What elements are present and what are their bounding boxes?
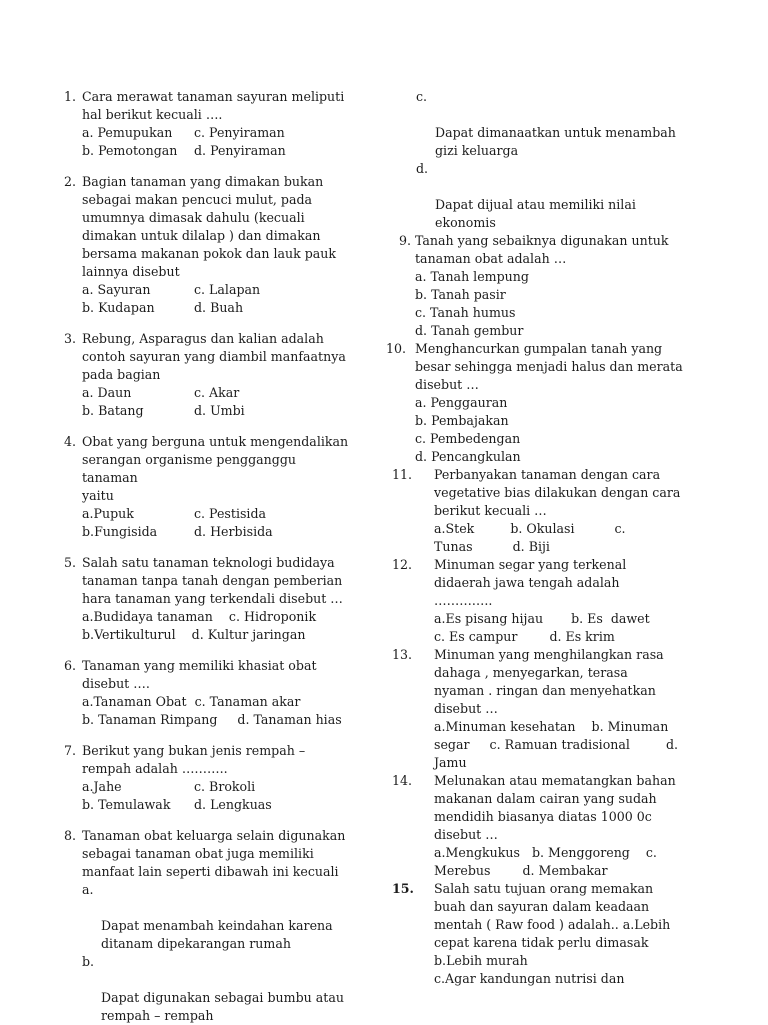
question-11 [386, 466, 686, 556]
option-a: a.Pupuk [82, 506, 134, 521]
option-d: d. Penyiraman [194, 143, 286, 158]
option-row [82, 505, 354, 523]
option-row [82, 142, 354, 160]
question-2 [64, 173, 354, 317]
question-number: 5. [64, 555, 77, 570]
option-b: b. Pemotongan [82, 143, 178, 158]
option-c: c. Akar [194, 385, 240, 400]
right-column [386, 88, 686, 988]
question-text: Berikut yang bukan jenis rempah – rempah adalah ……….. [82, 743, 306, 776]
options-text: a.Stek b. Okulasi c. Tunas d. Biji [434, 521, 626, 554]
option-c: c. Tanah humus [415, 305, 516, 320]
question-text: Cara merawat tanaman sayuran meliputi hal berikut kecuali …. [82, 89, 345, 122]
option-label: b. [82, 954, 95, 969]
question-text: Rebung, Asparagus dan kalian adalah contoh sayuran yang diambil manfaatnya pada bagian [82, 331, 346, 382]
question-number: 1. [64, 89, 77, 104]
option-row [82, 384, 354, 402]
option-b: b. Kudapan [82, 300, 155, 315]
question-3 [64, 330, 354, 420]
question-text: Perbanyakan tanaman dengan cara vegetative bias dilakukan dengan cara berikut kecuali … [434, 467, 681, 518]
option-a: a. Penggauran [415, 395, 508, 410]
question-number: 8. [64, 828, 77, 843]
option-c: c. Lalapan [194, 282, 261, 297]
option-b: b. Temulawak [82, 797, 171, 812]
question-13 [386, 646, 686, 772]
option-text: Dapat digunakan sebagai bumbu atau rempah – rempah [101, 990, 344, 1023]
option-line: b. Tanaman Rimpang d. Tanaman hias [82, 712, 342, 727]
question-14 [386, 772, 686, 880]
options-text: a.Minuman kesehatan b. Minuman segar c. Ramuan tradisional d. Jamu [434, 719, 679, 770]
option-d: d. Herbisida [194, 524, 273, 539]
option-label: c. [416, 89, 428, 104]
option-c [416, 88, 686, 160]
question-number: 6. [64, 658, 77, 673]
question-text: Bagian tanaman yang dimakan bukan sebagai makan pencuci mulut, pada umumnya dimasak dahulu (kecuali dimakan untuk dilalap ) dan dimakan bersama makanan pokok dan lauk pauk lainnya disebut [82, 174, 337, 279]
question-7 [64, 742, 354, 814]
question-text: Tanaman yang memiliki khasiat obat disebut …. [82, 658, 317, 691]
question-text: Tanaman obat keluarga selain digunakan sebagai tanaman obat juga memiliki manfaat lain seperti dibawah ini kecuali [82, 828, 346, 879]
option-c: c. Pestisida [194, 506, 267, 521]
option-a: a. Tanah lempung [415, 269, 529, 284]
option-c: c. Brokoli [194, 779, 256, 794]
question-text: Melunakan atau mematangkan bahan makanan dalam cairan yang sudah mendidih biasanya diatas 1000 0c disebut … [434, 773, 676, 842]
question-number: 12. [392, 557, 413, 572]
question-12 [386, 556, 686, 646]
question-text: Menghancurkan gumpalan tanah yang besar sehingga menjadi halus dan merata disebut … [415, 341, 683, 392]
option-b: b.Fungisida [82, 524, 158, 539]
question-text: Tanah yang sebaiknya digunakan untuk tanaman obat adalah … [415, 233, 669, 266]
left-column [64, 88, 354, 1025]
question-5 [64, 554, 354, 644]
option-text: Dapat dijual atau memiliki nilai ekonomis [435, 197, 636, 230]
option-b [82, 953, 354, 1025]
option-b: b. Batang [82, 403, 144, 418]
option-a: a. Pemupukan [82, 125, 173, 140]
option-label: a. [82, 882, 94, 897]
option-label: d. [416, 161, 429, 176]
question-text: Obat yang berguna untuk mengendalikan serangan organisme pengganggu tanaman yaitu [82, 434, 349, 503]
question-9 [386, 232, 686, 340]
option-c: c. Pembedengan [415, 431, 521, 446]
option-d [416, 160, 686, 232]
question-number: 9. [399, 233, 412, 248]
question-text: Minuman yang menghilangkan rasa dahaga , menyegarkan, terasa nyaman . ringan dan menyehatkan disebut … [434, 647, 664, 716]
option-d: d. Lengkuas [194, 797, 272, 812]
option-a: a. Daun [82, 385, 132, 400]
option-d: d. Tanah gembur [415, 323, 524, 338]
question-number: 2. [64, 174, 77, 189]
question-4 [64, 433, 354, 541]
question-10 [386, 340, 686, 466]
option-a [82, 881, 354, 953]
question-6 [64, 657, 354, 729]
question-text: Salah satu tujuan orang memakan buah dan sayuran dalam keadaan mentah ( Raw food ) adalah.. a.Lebih cepat karena tidak perlu dimasak b.Lebih murah c.Agar kandungan nutrisi dan [434, 881, 671, 986]
question-number: 15. [392, 881, 414, 896]
option-row [82, 796, 354, 814]
options-text: a.Es pisang hijau b. Es dawet c. Es campur d. Es krim [434, 611, 650, 644]
question-number: 13. [392, 647, 413, 662]
question-8-continued [416, 88, 686, 232]
option-b: b. Pembajakan [415, 413, 509, 428]
option-line: b.Vertikulturul d. Kultur jaringan [82, 627, 306, 642]
question-15 [386, 880, 686, 988]
question-number: 3. [64, 331, 77, 346]
question-number: 10. [386, 341, 407, 356]
option-d: d. Pencangkulan [415, 449, 521, 464]
option-d: d. Buah [194, 300, 244, 315]
option-c: c. Penyiraman [194, 125, 285, 140]
option-row [82, 281, 354, 299]
question-8 [64, 827, 354, 1025]
question-text: Salah satu tanaman teknologi budidaya tanaman tanpa tanah dengan pemberian hara tanaman yang terkendali disebut … [82, 555, 343, 606]
option-line: a.Tanaman Obat c. Tanaman akar [82, 694, 301, 709]
question-number: 11. [392, 467, 413, 482]
option-text: Dapat menambah keindahan karena ditanam dipekarangan rumah [101, 918, 333, 951]
options-text: a.Mengkukus b. Menggoreng c. Merebus d. Membakar [434, 845, 657, 878]
option-d: d. Umbi [194, 403, 245, 418]
option-row [82, 778, 354, 796]
option-row [82, 124, 354, 142]
question-number: 4. [64, 434, 77, 449]
option-text: Dapat dimanaatkan untuk menambah gizi keluarga [435, 125, 676, 158]
question-number: 7. [64, 743, 77, 758]
option-row [82, 402, 354, 420]
option-line: a.Budidaya tanaman c. Hidroponik [82, 609, 317, 624]
option-a: a.Jahe [82, 779, 122, 794]
option-row [82, 523, 354, 541]
option-row [82, 299, 354, 317]
question-1 [64, 88, 354, 160]
question-text: Minuman segar yang terkenal didaerah jawa tengah adalah ………….. [434, 557, 627, 608]
option-a: a. Sayuran [82, 282, 151, 297]
option-b: b. Tanah pasir [415, 287, 506, 302]
question-number: 14. [392, 773, 413, 788]
